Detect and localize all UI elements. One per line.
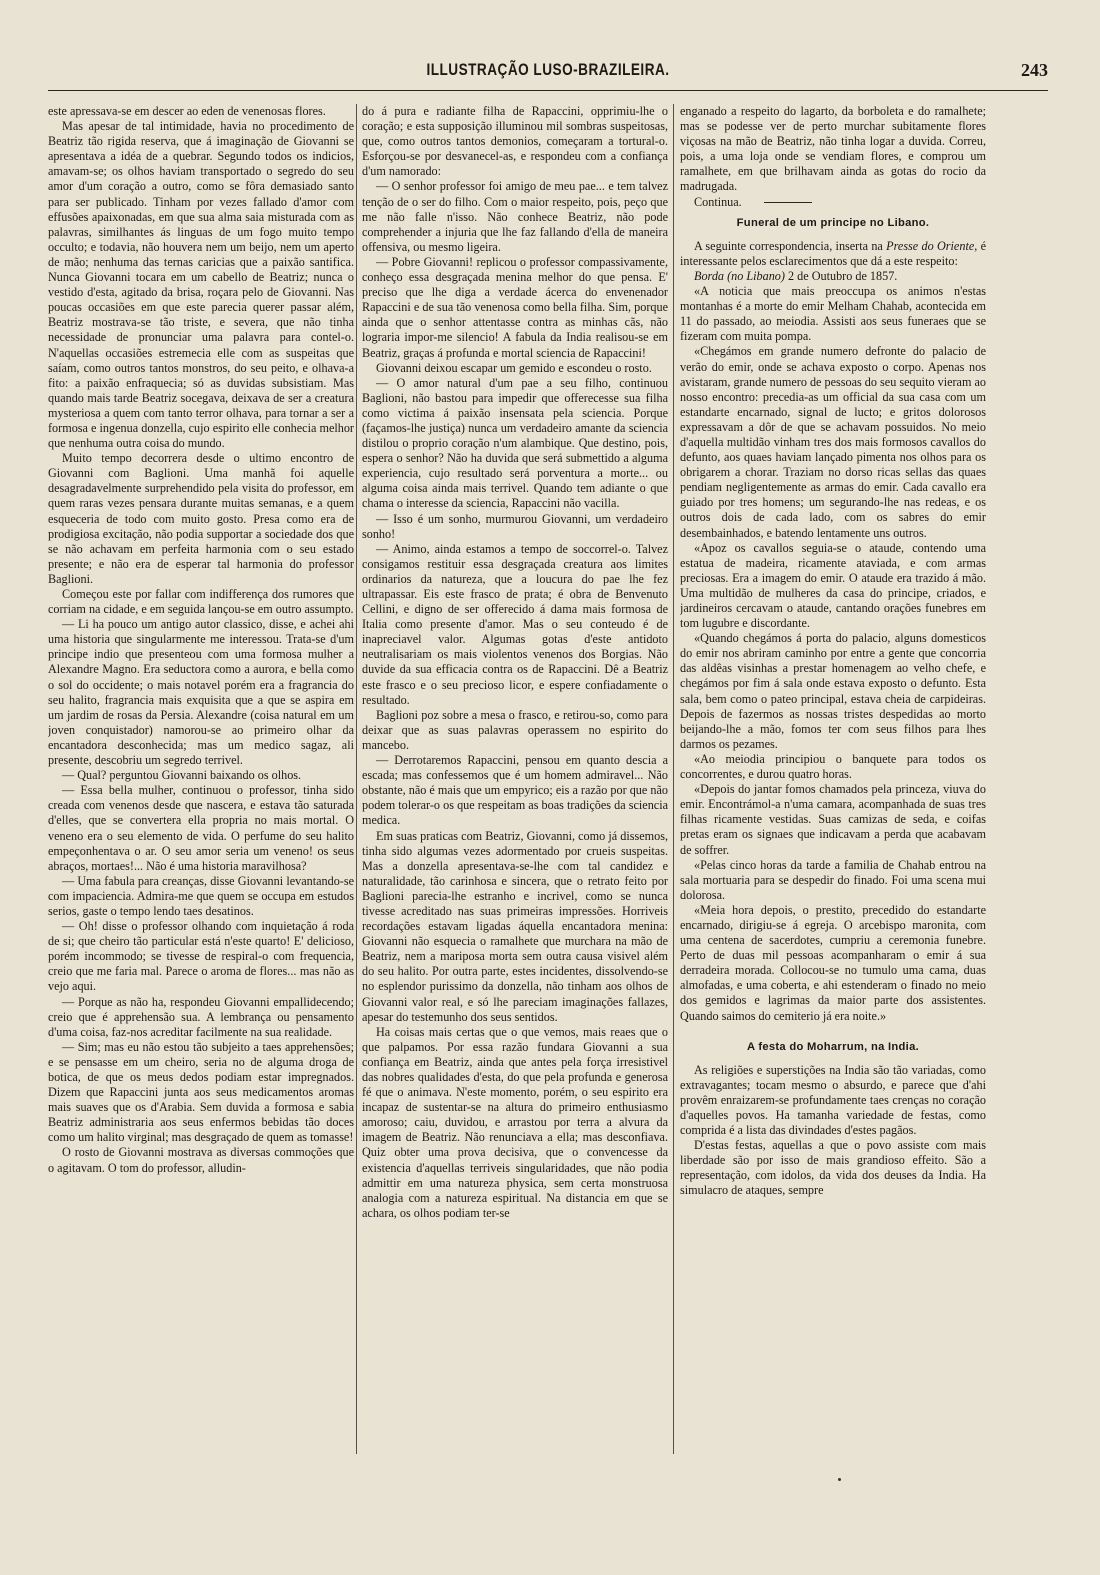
paragraph: enganado a respeito do lagarto, da borboleta e do ramalhete; mas se podesse ver de perto murchar subitamente flores viçosas na mão de Beatriz, não tinha logar a duvida. Correu, pois, a uma loja onde se vendiam flores, e comprou um ramalhete, em que brilhavam ainda as gotas do rocio da madrugada. bbox=[680, 104, 986, 194]
paragraph: Giovanni deixou escapar um gemido e escondeu o rosto. bbox=[376, 360, 652, 375]
paragraph: Começou este por fallar com indifferença dos rumores que corriam na cidade, e em seguida lançou-se em outro assumpto. bbox=[48, 587, 354, 617]
page-header bbox=[48, 56, 1048, 96]
paragraph: — O senhor professor foi amigo de meu pae... e tem talvez tenção de o ser do filho. Com o maior respeito, pois, peço que me não falle n'isso. Não conhece Beatriz, não pode comprehender a injuria que lhe faz fallando d'ella de maneira offensiva, ou mesmo ligeira. bbox=[362, 179, 668, 254]
print-mark bbox=[838, 1478, 841, 1481]
column-3 bbox=[680, 104, 986, 1464]
paragraph: — Sim; mas eu não estou tão subjeito a taes apprehensões; e se pensasse em um cheiro, seria no de alguma droga de botica, de que os meus dedos podiam estar impregnados. Dizem que Rapaccini junta aos seus medicamentos aromas mais suaves que os d'Arabia. Sem duvida a formosa e sabia Beatriz administraria aos seus enfermos bebidas tão doces como um halito virginal; mas desgraçado de quem as tomasse! bbox=[48, 1039, 354, 1145]
paragraph: «Ao meiodia principiou o banquete para todos os concorrentes, e durou quatro horas. bbox=[680, 751, 986, 782]
column-1 bbox=[48, 104, 354, 1464]
paragraph: Em suas praticas com Beatriz, Giovanni, como já dissemos, tinha sido algumas vezes adormentado por crueis suspeitas. Mas a donzella apresentava-se-lhe com tal candidez e naturalidade, tão carinhosa e sincera, que o retrato feito por Baglioni parecia-lhe estranho e incrivel, como se nunca tivesse acreditado nas suas primeiras impressões. Horriveis recordações estavam ligadas áquella encantadora menina: Giovanni não esquecia o ramalhete que murchara na mão de Beatriz, nem a mariposa morta sem outra causa visivel além do seu halito. Por outra parte, estes incidentes, dissolvendo-se no esplendor purissimo da donzella, não tinham aos olhos de Giovanni valor real, e só lhe pareciam imaginações fallazes, apesar do testemunho dos seus sentidos. bbox=[362, 828, 668, 1024]
paragraph: este apressava-se em descer ao eden de venenosas flores. bbox=[48, 104, 326, 118]
dateline bbox=[680, 269, 986, 284]
paragraph: «A noticia que mais preoccupa os animos n'estas montanhas é a morte do emir Melham Chahab, acontecida em 11 do passado, ao meiodia. Assisti aos seus funeraes que se fizeram com muita pompa. bbox=[680, 284, 986, 344]
section-title-funeral: Funeral de um principe no Libano. bbox=[736, 216, 930, 229]
paragraph: — Essa bella mulher, continuou o professor, tinha sido creada com venenos desde que nascera, e estava tão saturada d'elles, que se convertera ella propria no mais mortal. O veneno era o seu elemento de vida. O perfume do seu halito empeçonhentava o ar. O seu amor seria um veneno! os seus abraços, mortaes!... Não é uma historia maravilhosa? bbox=[48, 783, 354, 873]
paragraph: — Uma fabula para creanças, disse Giovanni levantando-se com impaciencia. Admira-me que quem se occupa em estudos serios, gaste o tempo lendo taes desatinos. bbox=[48, 873, 354, 918]
paragraph: O rosto de Giovanni mostrava as diversas commoções que o agitavam. O tom do professor, alludin- bbox=[48, 1145, 354, 1175]
paragraph: — Porque as não ha, respondeu Giovanni empallidecendo; creio que é apprehensão sua. A lembrança ou pensamento d'uma coisa, faz-nos acreditar facilmente na sua realidade. bbox=[48, 994, 354, 1039]
paragraph: «Quando chegámos á porta do palacio, alguns domesticos do emir nos abriram caminho por entre a gente que concorria das aldêas visinhas a prestar homenagem ao velho chefe, e chegámos por fim á sala onde estava exposto o defunto. Esta sala, bem como o pateo principal, estava cheia de carpideiras. Depois de fazermos as nossas tristes despedidas ao morto beijando-lhe a mão, fomos ter com seus filhos para lhes darmos os pezames. bbox=[680, 631, 986, 751]
paragraph: As religiões e superstições na India são tão variadas, como extravagantes; tocam mesmo o absurdo, e parece que d'ahi provêm enraizarem-se profundamente taes crenças no coração d'aquelles povos. Ha tamanha variedade de festas, como comprida é a lista das divindades d'estes pagãos. bbox=[680, 1062, 986, 1138]
column-2 bbox=[362, 104, 668, 1464]
paragraph: — Isso é um sonho, murmurou Giovanni, um verdadeiro sonho! bbox=[362, 511, 668, 541]
paragraph: — O amor natural d'um pae a seu filho, continuou Baglioni, não bastou para impedir que offerecesse sua filha como victima á paixão insensata pela sciencia. Porque (façamos-lhe justiça) nunca um verdadeiro amante da sciencia distilou o proprio coração n'um alambique. Que destino, pois, espera o senhor? Não ha duvida que será submettido a alguma experiencia, cujo resultado será porventura a morte... ou alguma coisa ainda mais terrivel. Quando tem adiante o que chama o interesse da sciencia, Rapaccini não vacilla. bbox=[362, 375, 668, 511]
paragraph: Ha coisas mais certas que o que vemos, mais reaes que o que palpamos. Por essa razão fundara Giovanni a sua confiança em Beatriz, ainda que antes pela força irresistivel das nobres qualidades d'esta, do que pela profunda e generosa fé que o animava. N'este momento, porém, o seu espirito era incapaz de sustentar-se na altura do primeiro enthusiasmo amoroso; caiu, duvidou, e arrastou por terra a alvura da imagem de Beatriz. Não renunciava a ella; mas desconfiava. Quiz obter uma prova decisiva, que o convencesse da existencia d'aquellas terriveis singularidades, que não podia admittir em uma natureza physica, sem certa monstruosa analogia com a natureza espiritual. Na distancia em que se achara, os olhos podiam ter-se bbox=[362, 1024, 668, 1220]
dateline-date: 2 de Outubro de 1857. bbox=[788, 268, 898, 283]
short-rule bbox=[764, 202, 812, 203]
paragraph: Baglioni poz sobre a mesa o frasco, e retirou-so, como para deixar que as suas palavras operassem no espirito do mancebo. bbox=[362, 707, 668, 752]
paragraph: — Animo, ainda estamos a tempo de soccorrel-o. Talvez consigamos restituir essa desgraçada creatura aos limites ordinarios da natureza, que a loucura do pae lhe fez ultrapassar. Eis este frasco de prata; é obra de Benvenuto Cellini, e digno de ser offerecido á dama mais formosa de Italia como presente d'amor. Mas o seu conteudo é de inapreciavel valor. Algumas gotas d'este antidoto neutralisariam os mais violentos venenos dos Borgias. Não duvide da sua efficacia contra os de Rapaccini. Dê a Beatriz este frasco e o seu precioso licor, e espere confiadamente o resultado. bbox=[362, 541, 668, 707]
header-rule bbox=[48, 90, 1048, 91]
paragraph: «Apoz os cavallos seguia-se o ataude, contendo uma estatua de madeira, ricamente ataviada, e com armas preciosas. Era a imagem do emir. O ataude era trazido á mão. Uma multidão de mulheres da casa do principe, criados, e jardineiros cercavam o ataude, cantando orações funebres em tom lugubre e discordante. bbox=[680, 540, 986, 631]
continua-line bbox=[680, 195, 986, 210]
paragraph: Mas apesar de tal intimidade, havia no procedimento de Beatriz tão rigida reserva, que á imaginação de Giovanni se apresentava a idéa de a quebrar. Segundo todos os indicios, amavam-se; os olhos haviam transportado o segredo do seu amor d'um coração a outro, como se fôra demasiado santo para ser publicado. Tinham por vezes fallado d'amor com effusões apaixonadas, em que sua alma saia misturada com as palavras, similhantes ás linguas de um fogo muito tempo occulto; e todavia, não houvera nem um beijo, nem um aperto de mão; nenhuma das ternas caricias que a paixão santifica. Nunca Giovanni tocara em um cabello de Beatriz; nunca o vestido d'esta, agitado da brisa, roçara pelo de Giovanni. Nas poucas occasiões em que este parecia querer passar além, Beatriz mostrava-se tão triste, e severa, que não tinha necessidade de pronunciar uma palavra para contel-o. N'aquellas occasiões estremecia elle com as suspeitas que saíam, como outros tantos monstros, do seu peito, e olhava-a fito: a paixão enfraquecia; só as duvidas subsistiam. Mas quando mais tarde Beatriz socegava, deixava de ser a creatura mysteriosa a quem com tanto terror olhava, para tornar a ser a formosa e ingenua donzella, cujo espirito elle conhecia melhor que nenhuma outra coisa do mundo. bbox=[48, 119, 354, 451]
paragraph: D'estas festas, aquellas a que o povo assiste com mais liberdade são por isso de mais grandioso effeito. São a representação, com idolos, da vida dos deuses da India. Ha simulacro de ataques, sempre bbox=[680, 1138, 986, 1198]
paragraph: — Pobre Giovanni! replicou o professor compassivamente, conheço essa desgraçada menina melhor do que pensa. E' preciso que lhe diga a verdade ácerca do envenenador Rapaccini e de sua tão venenosa como bella filha. Sim, porque ainda que o senhor attentasse contra as minhas cãs, não lograria impor-me silencio! A fabula da India realisou-se em Beatriz, graças á profunda e mortal sciencia de Rapaccini! bbox=[362, 254, 668, 360]
paragraph: — Oh! disse o professor olhando com inquietação á roda de si; que cheiro tão particular está n'este quarto! E' delicioso, porém incommodo; se tivesse de respiral-o com frequencia, creio que me faria mal. Parece o aroma de flores... mas não as vejo aqui. bbox=[48, 919, 354, 994]
paragraph: — Li ha pouco um antigo autor classico, disse, e achei ahi uma historia que singularmente me interessou. Trata-se d'um principe indio que presenteou com uma formosa mulher a Alexandre Magno. Era seductora como a aurora, e bella como o sol do occidente; o mais notavel porém era a fragrancia do seu halito, fragrancia mais exquisita que a que se aspira em um jardim de rosas da Persia. Alexandre (coisa natural em um joven conquistador) namorou-se ao primeiro olhar da encantadora desconhecida; mas um medico sagaz, ali presente, descobriu um segredo terrivel. bbox=[48, 617, 354, 768]
paragraph: — Qual? perguntou Giovanni baixando os olhos. bbox=[62, 768, 302, 783]
column-divider bbox=[673, 104, 674, 1454]
dateline-place: Borda (no Libano) bbox=[694, 268, 785, 283]
paragraph: «Chegámos em grande numero defronte do palacio de verão do emir, onde se achava exposto o corpo. Apenas nos avistaram, grande numero de pessoas do seu sequito vieram ao nosso encontro: precedia-as um official da sua casa com um estandarte encarnado, signal de lucto; e gritos dolorosos expressavam a dôr de que se achavam possuidos. No meio d'aquella multidão vinham tres dos mais formosos cavallos do defunto, aos quaes haviam lançado pimenta nos olhos para os obrigarem a chorar. Traziam no dorso ricas sellas das quaes pendiam negligentemente as armas do emir. Cada cavallo era guiado por tres homens; um segurando-lhe nas redeas, e os outros dois de cada lado, com os sabres do emir desembainhados, e batendo lentamente uns outros. bbox=[680, 344, 986, 540]
paragraph: — Derrotaremos Rapaccini, pensou em quanto descia a escada; mas confessemos que é um homem admiravel... Não obstante, não é mais que um empyrico; eis a razão por que não podem tolerar-o os que respeitam as boas tradições da sciencia medica. bbox=[362, 753, 668, 828]
column-divider bbox=[356, 104, 357, 1454]
paragraph: «Pelas cinco horas da tarde a familia de Chahab entrou na sala mortuaria para se despedir do finado. Foi uma scena mui dolorosa. bbox=[680, 857, 986, 902]
continua-label: Continua. bbox=[694, 194, 742, 209]
source-title: Presse do Oriente bbox=[886, 238, 975, 253]
paragraph: «Meia hora depois, o prestito, precedido do estandarte encarnado, dirigiu-se á egreja. O arcebispo maronita, com uma centena de sacerdotes, cumpriu a ceremonia funebre. Perto de duas mil pessoas acompanharam o emir á sua derradeira morada. Collocou-se no tumulo uma cama, duas almofadas, e uma coberta, e ahi estenderam o finado no meio dos gemidos e lagrimas da maior parte dos assistentes. Quando saimos do cemiterio já era noite.» bbox=[680, 902, 986, 1023]
paragraph: «Depois do jantar fomos chamados pela princeza, viuva do emir. Encontrámol-a n'uma camara, acompanhada de suas tres filhas ricamente vestidas. Suas camizas de seda, e coifas pretas eram os signaes que indicavam a perda que acabavam de soffrer. bbox=[680, 782, 986, 857]
intro-text: A seguinte correspondencia, inserta na bbox=[694, 238, 883, 253]
section-title-moharrum: A festa do Moharrum, na India. bbox=[746, 1040, 920, 1053]
intro-paragraph bbox=[680, 239, 986, 269]
paragraph: Muito tempo decorrera desde o ultimo encontro de Giovanni com Baglioni. Uma manhã foi aquelle desagradavelmente surprehendido pela visita do professor, em quem raras vezes pensara durante muitas semanas, e a quem esqueceria de todo com muito gosto. Presa como era de prodigiosa excitação, não podia supportar a sociedade dos que se não achavam em perfeita harmonia com o seu estado presente; e não era de esperar tal harmonia do professor Baglioni. bbox=[48, 451, 354, 586]
journal-title: ILLUSTRAÇÃO LUSO-BRAZILEIRA. bbox=[426, 60, 670, 79]
page-number: 243 bbox=[1021, 60, 1048, 80]
intro-rest: , é interessante pelos esclarecimentos que dá a este respeito: bbox=[680, 238, 986, 268]
paragraph: do á pura e radiante filha de Rapaccini, opprimiu-lhe o coração; e esta supposição illuminou mil sombras suspeitosas, que, como outros tantos demonios, começaram a tortural-o. Esforçou-se por desvanecel-as, e respondeu com a confiança d'um namorado: bbox=[362, 104, 668, 179]
